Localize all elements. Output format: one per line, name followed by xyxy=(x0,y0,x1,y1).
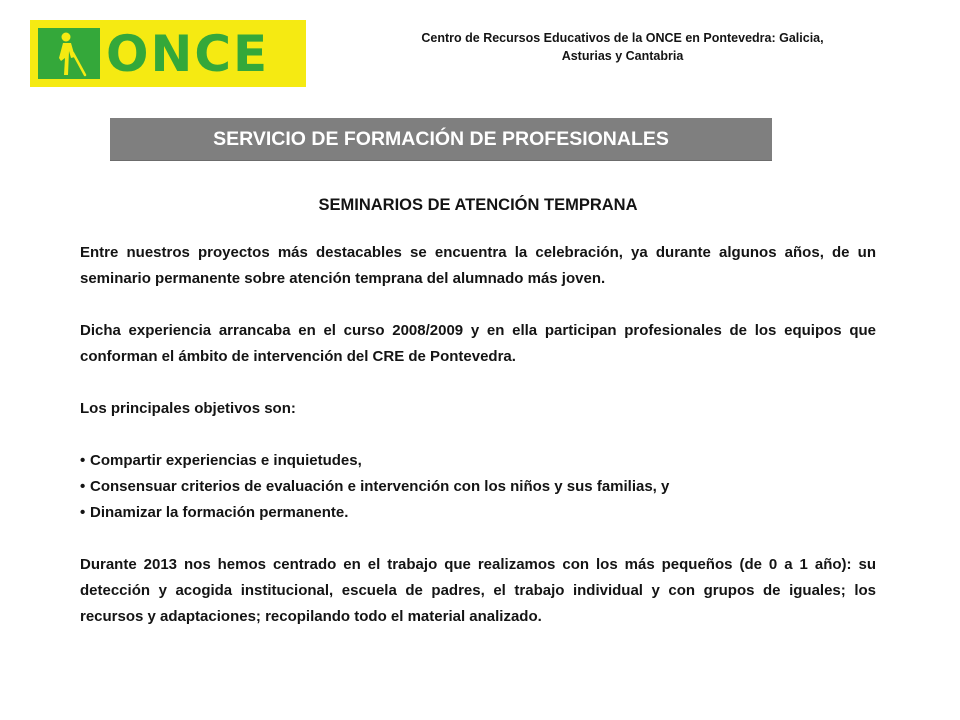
organization-header xyxy=(345,29,900,65)
organization-line-1: Centro de Recursos Educativos de la ONCE en Pontevedra: Galicia, xyxy=(421,31,824,45)
paragraph-experience: Dicha experiencia arrancaba en el curso 2008/2009 y en ella participan profesionales de los equipos que conforman el ámbito de intervención del CRE de Pontevedra. xyxy=(80,322,876,365)
objective-text: Dinamizar la formación permanente. xyxy=(90,504,349,521)
service-banner xyxy=(110,118,772,160)
objectives-list xyxy=(80,448,876,526)
objective-item xyxy=(80,448,876,474)
objective-text: Consensuar criterios de evaluación e intervención con los niños y sus familias, y xyxy=(90,478,670,495)
bullet-icon: • xyxy=(80,504,86,521)
bullet-icon: • xyxy=(80,478,86,495)
section-title: SEMINARIOS DE ATENCIÓN TEMPRANA xyxy=(318,196,638,214)
banner-title: SERVICIO DE FORMACIÓN DE PROFESIONALES xyxy=(213,127,669,150)
objective-item xyxy=(80,500,876,526)
paragraph-intro: Entre nuestros proyectos más destacables se encuentra la celebración, ya durante algunos años, de un seminario permanente sobre atención temprana del alumnado más joven. xyxy=(80,244,876,287)
once-logo xyxy=(30,20,306,87)
objective-item xyxy=(80,474,876,500)
logo-text: ONCE xyxy=(106,24,270,83)
objectives-intro: Los principales objetivos son: xyxy=(80,400,296,417)
paragraph-2013: Durante 2013 nos hemos centrado en el trabajo que realizamos con los más pequeños (de 0 a 1 año): su detección y acogida institucional, escuela de padres, el trabajo individual y con grupos de iguales; los recursos y adaptaciones; recopilando todo el material analizado. xyxy=(80,556,876,625)
objective-text: Compartir experiencias e inquietudes, xyxy=(90,452,362,469)
bullet-icon: • xyxy=(80,452,86,469)
body-content xyxy=(80,240,876,656)
organization-line-2: Asturias y Cantabria xyxy=(561,49,684,63)
person-with-cane-icon xyxy=(49,31,89,77)
logo-icon-box xyxy=(38,28,100,79)
